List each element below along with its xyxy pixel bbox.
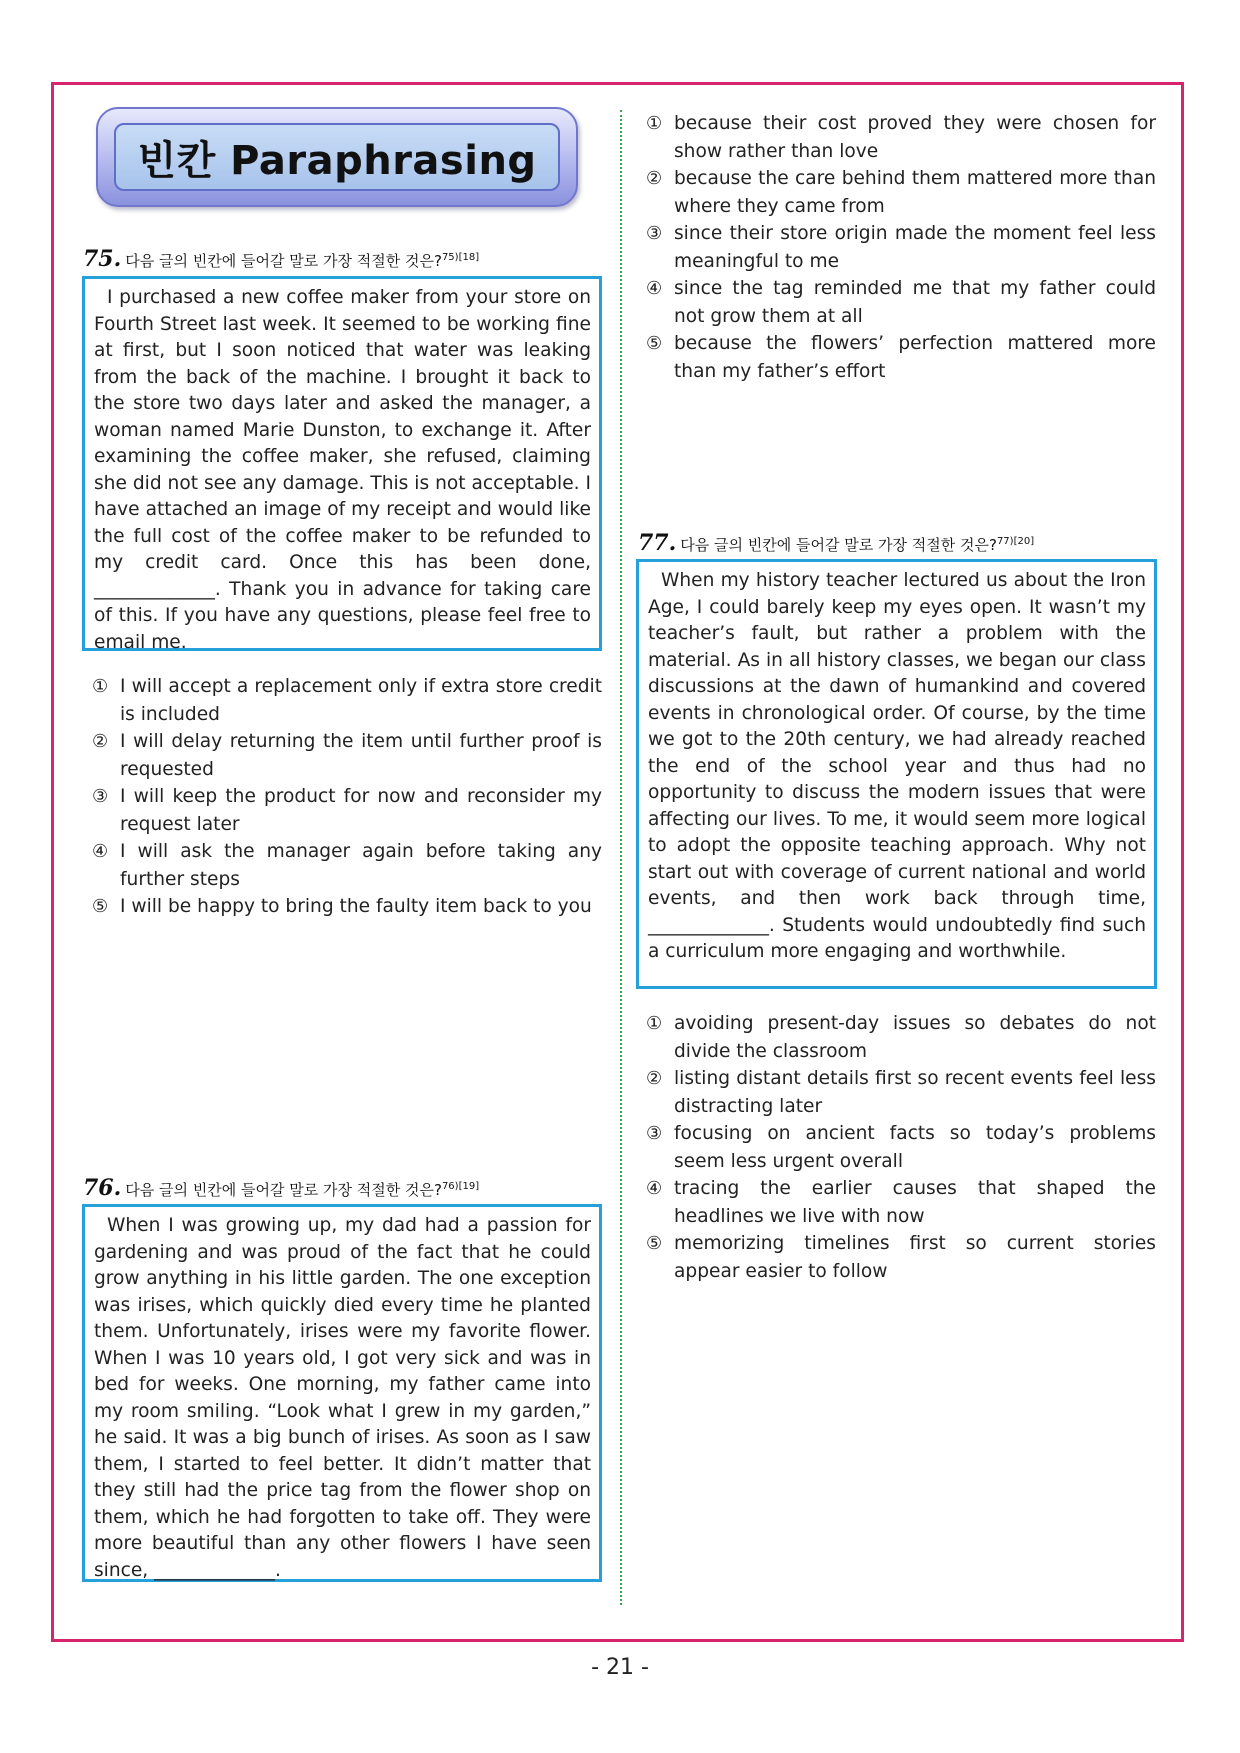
choice-mark: ④	[646, 278, 663, 299]
question-75-ref: 75)[18]	[441, 252, 480, 263]
question-77-choice-1[interactable]	[646, 1010, 1156, 1065]
question-75-header	[83, 246, 479, 272]
question-77-choice-2[interactable]	[646, 1065, 1156, 1120]
question-76-choice-3[interactable]	[646, 220, 1156, 275]
choice-mark: ④	[92, 841, 109, 862]
question-77-choice-3[interactable]	[646, 1120, 1156, 1175]
section-title-inner	[114, 123, 560, 191]
question-77-passage	[636, 559, 1157, 989]
question-75-choice-2[interactable]	[92, 728, 602, 783]
choice-mark: ③	[646, 1123, 663, 1144]
question-75-prompt: 다음 글의 빈칸에 들어갈 말로 가장 적절한 것은?	[125, 252, 442, 270]
choice-text: I will accept a replacement only if extra store credit is included	[120, 676, 602, 725]
question-76-header	[83, 1175, 479, 1201]
choice-mark: ①	[92, 676, 109, 697]
choice-mark: ①	[646, 113, 663, 134]
choice-mark: ②	[646, 168, 663, 189]
question-76-choice-4[interactable]	[646, 275, 1156, 330]
question-75-passage	[82, 276, 602, 651]
question-76-choice-5[interactable]	[646, 330, 1156, 385]
question-75-choice-5[interactable]	[92, 893, 602, 921]
choice-mark: ③	[646, 223, 663, 244]
choice-text: I will ask the manager again before taking any further steps	[120, 841, 602, 890]
choice-text: I will delay returning the item until further proof is requested	[120, 731, 602, 780]
choice-mark: ③	[92, 786, 109, 807]
question-77-choices	[646, 1010, 1156, 1285]
question-75-choice-3[interactable]	[92, 783, 602, 838]
question-75-choices	[92, 673, 602, 921]
choice-mark: ②	[646, 1068, 663, 1089]
question-75-choice-4[interactable]	[92, 838, 602, 893]
question-75-choice-1[interactable]	[92, 673, 602, 728]
choice-text: tracing the earlier causes that shaped the headlines we live with now	[674, 1178, 1156, 1227]
choice-text: since their store origin made the moment feel less meaningful to me	[674, 223, 1156, 272]
question-75-number: 75.	[83, 246, 122, 272]
question-77-choice-5[interactable]	[646, 1230, 1156, 1285]
choice-text: focusing on ancient facts so today’s problems seem less urgent overall	[674, 1123, 1156, 1172]
question-77-header	[638, 530, 1034, 556]
question-76-ref: 76)[19]	[441, 1181, 480, 1192]
column-divider	[620, 110, 622, 1605]
choice-mark: ⑤	[92, 896, 109, 917]
question-76-prompt: 다음 글의 빈칸에 들어갈 말로 가장 적절한 것은?	[125, 1181, 442, 1199]
choice-mark: ⑤	[646, 1233, 663, 1254]
question-76-choice-1[interactable]	[646, 110, 1156, 165]
question-76-choices	[646, 110, 1156, 385]
choice-text: listing distant details first so recent events feel less distracting later	[674, 1068, 1156, 1117]
choice-text: because the care behind them mattered more than where they came from	[674, 168, 1156, 217]
choice-text: because the flowers’ perfection mattered more than my father’s effort	[674, 333, 1156, 382]
question-77-ref: 77)[20]	[996, 536, 1035, 547]
choice-mark: ②	[92, 731, 109, 752]
choice-mark: ⑤	[646, 333, 663, 354]
question-76-number: 76.	[83, 1175, 122, 1201]
question-75-passage-text: I purchased a new coffee maker from your store on Fourth Street last week. It seemed to be working fine at first, but I soon noticed that water was leaking from the back of the machine. I brought it back to the store two days later and asked the manager, a woman named Marie Dunston, to exchange it. After examining the coffee maker, she refused, claiming she did not see any damage. This is not acceptable. I have attached an image of my receipt and would like the full cost of the coffee maker to be refunded to my credit card. Once this has been done, _____________. Thank you in advance for taking care of this. If you have any questions, please feel free to email me.	[94, 287, 591, 653]
page-number: - 21 -	[591, 1655, 649, 1680]
choice-mark: ①	[646, 1013, 663, 1034]
choice-text: avoiding present-day issues so debates do not divide the classroom	[674, 1013, 1156, 1062]
section-title: 빈칸 Paraphrasing	[137, 137, 537, 184]
choice-text: I will keep the product for now and reconsider my request later	[120, 786, 602, 835]
question-76-choice-2[interactable]	[646, 165, 1156, 220]
choice-mark: ④	[646, 1178, 663, 1199]
question-76-passage-text: When I was growing up, my dad had a passion for gardening and was proud of the fact that he could grow anything in his little garden. The one exception was irises, which quickly died every time he planted them. Unfortunately, irises were my favorite flower. When I was 10 years old, I got very sick and was in bed for weeks. One morning, my father came into my room smiling. “Look what I grew in my garden,” he said. It was a big bunch of irises. As soon as I saw them, I started to feel better. It didn’t matter that they still had the price tag from the flower shop on them, which he had forgotten to take off. They were more beautiful than any other flowers I have seen since, _____________.	[94, 1215, 591, 1581]
question-77-passage-text: When my history teacher lectured us about the Iron Age, I could barely keep my eyes open. It wasn’t my teacher’s fault, but rather a problem with the material. As in all history classes, we began our class discussions at the dawn of humankind and covered events in chronological order. Of course, by the time we got to the 20th century, we had already reached the end of the school year and thus had no opportunity to discuss the modern issues that were affecting our lives. To me, it would seem more logical to adopt the opposite teaching approach. Why not start out with coverage of current national and world events, and then work back through time, _____________. Students would undoubtedly find such a curriculum more engaging and worthwhile.	[648, 570, 1146, 962]
section-title-banner	[96, 107, 578, 207]
question-77-prompt: 다음 글의 빈칸에 들어갈 말로 가장 적절한 것은?	[680, 536, 997, 554]
question-77-number: 77.	[638, 530, 677, 556]
choice-text: since the tag reminded me that my father could not grow them at all	[674, 278, 1156, 327]
choice-text: I will be happy to bring the faulty item back to you	[120, 896, 592, 917]
choice-text: because their cost proved they were chosen for show rather than love	[674, 113, 1156, 162]
choice-text: memorizing timelines first so current stories appear easier to follow	[674, 1233, 1156, 1282]
question-77-choice-4[interactable]	[646, 1175, 1156, 1230]
question-76-passage	[82, 1204, 602, 1582]
